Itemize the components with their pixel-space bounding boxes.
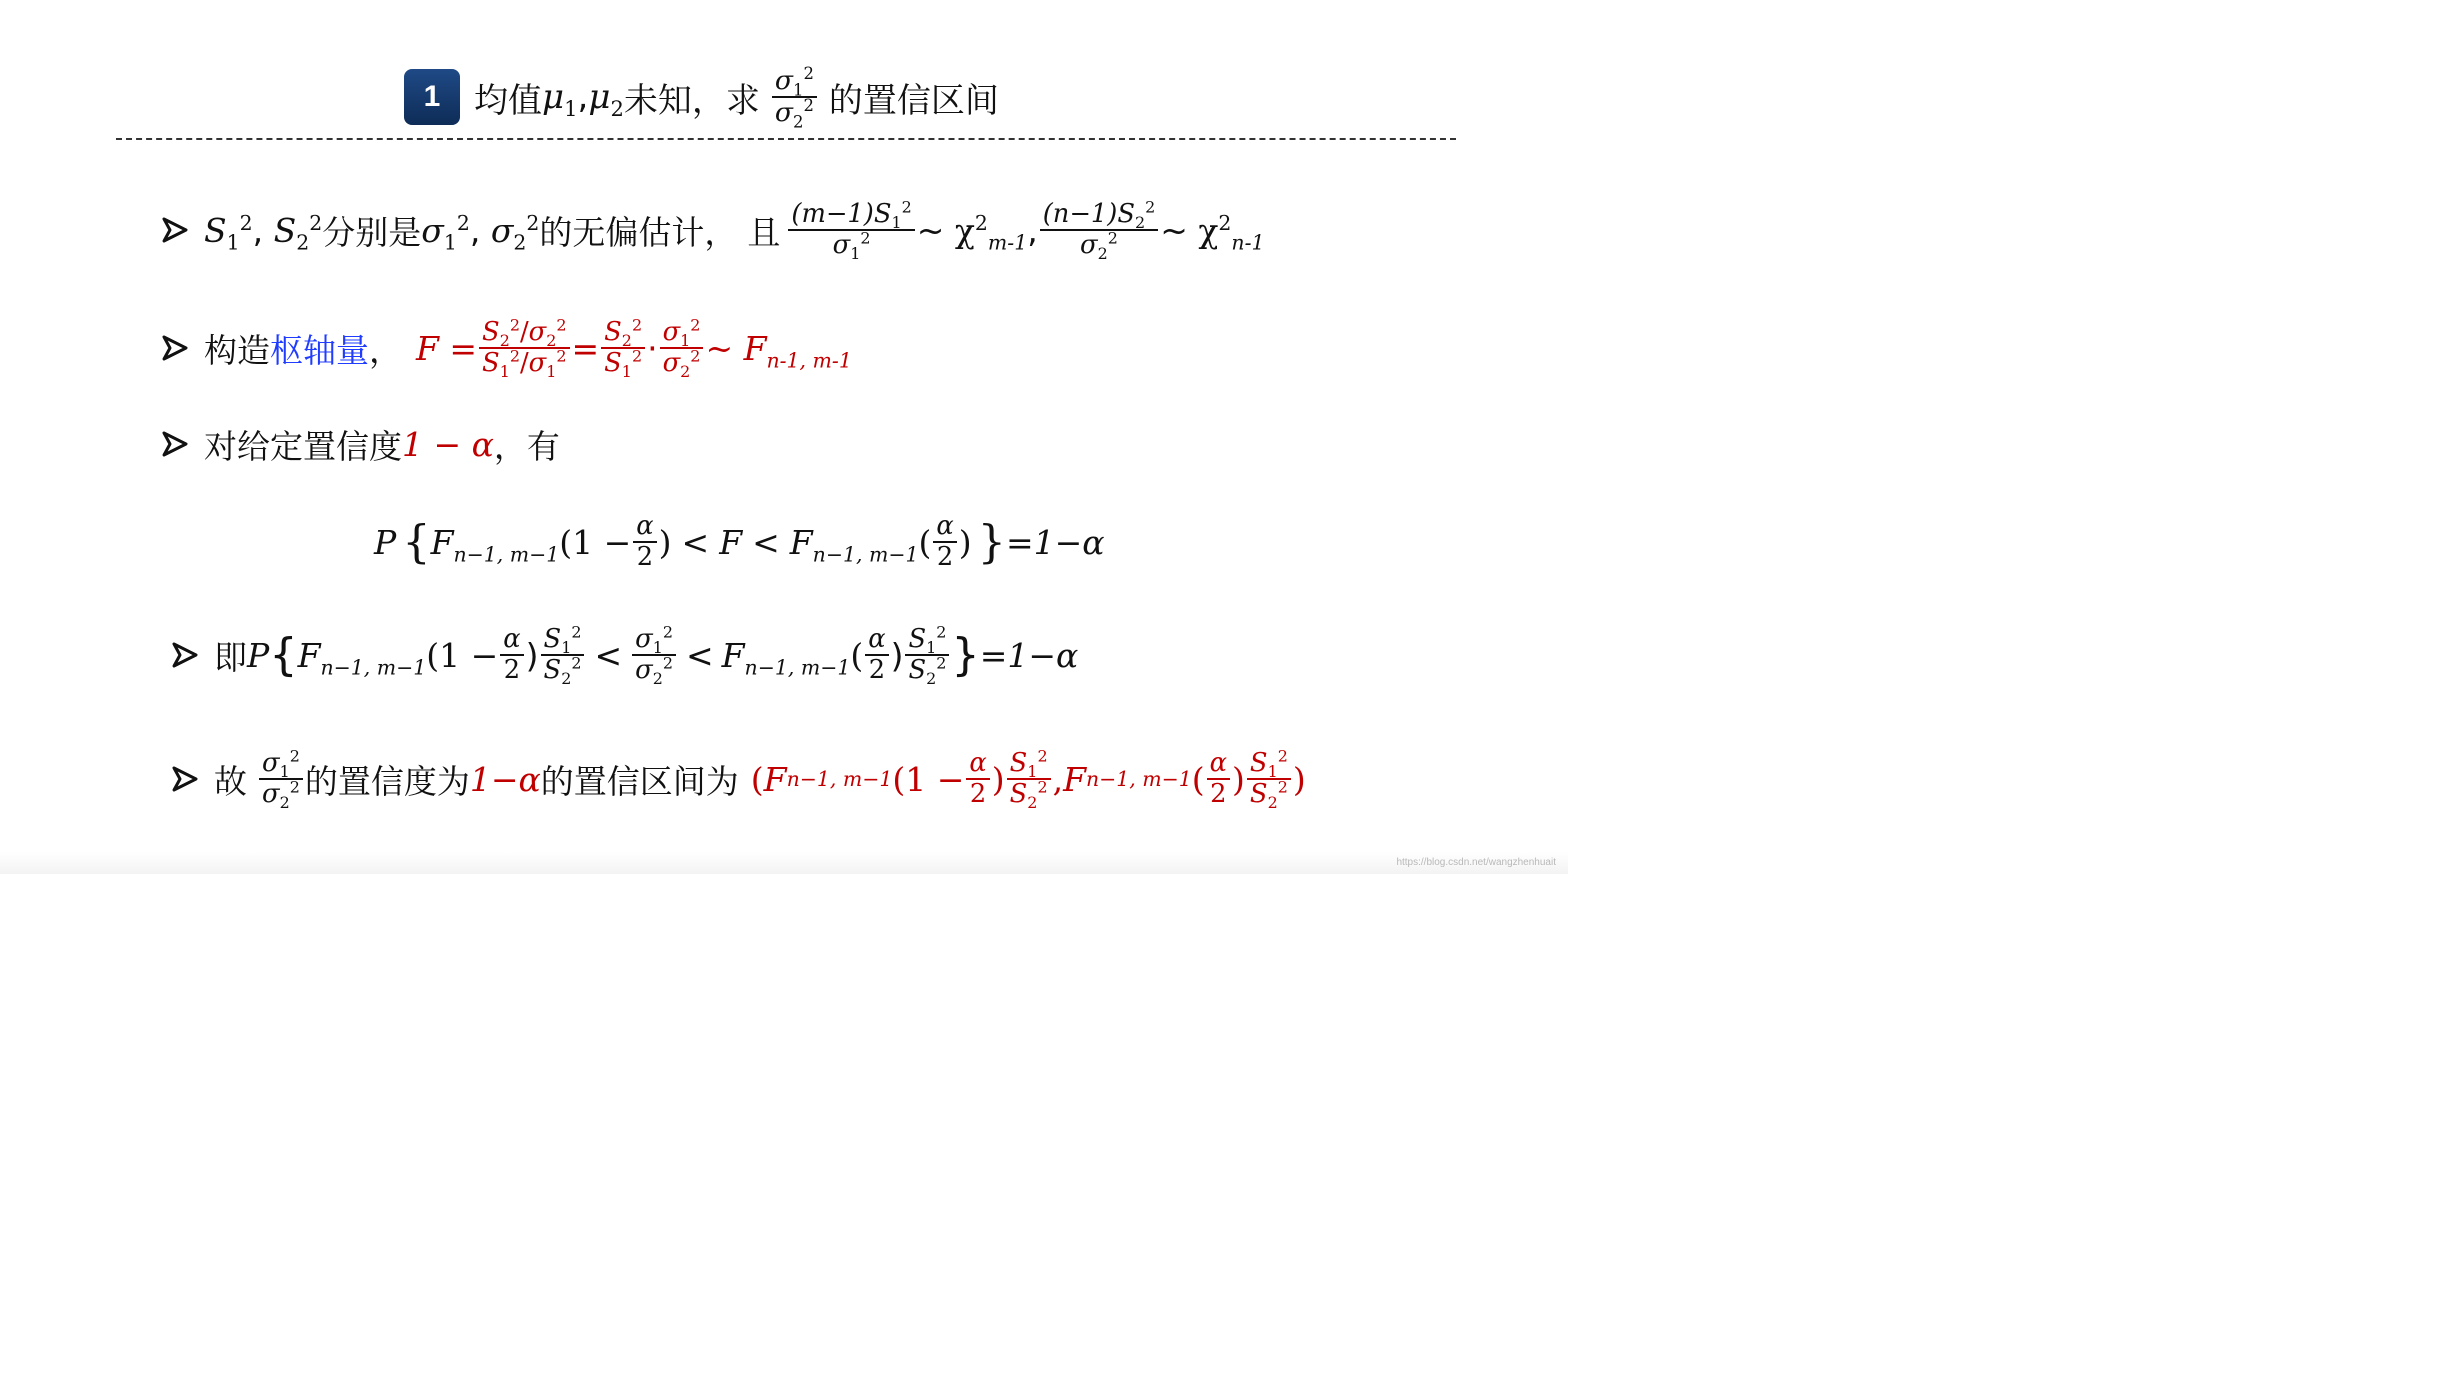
title-mu-1: $\mu_1$ [542, 77, 578, 121]
conclusion-confidence: 1−α [469, 759, 541, 799]
row3-suffix: ，有 [493, 426, 560, 466]
right-brace-2: } [951, 629, 980, 681]
row1-sep-3: , [1027, 210, 1038, 250]
arrow-bullet-icon [160, 333, 204, 363]
row2-comma: ， [369, 330, 402, 370]
bullet-row-3 [160, 418, 560, 470]
row6-gu: 故 [214, 761, 247, 801]
title-mid: 未知，求 [623, 80, 760, 121]
arrow-bullet-icon [160, 215, 204, 245]
f-stat-equals: = [571, 328, 600, 368]
lt-3: < [594, 635, 623, 675]
sample-ratio-2: $\frac{S_1^2}{S_2^2}$ [905, 626, 949, 684]
left-brace: { [402, 516, 431, 568]
close-paren: ) [525, 635, 539, 675]
row1-sep-1: , [252, 210, 264, 250]
close-paren: ) [658, 522, 672, 562]
close-paren: ) [958, 522, 972, 562]
row2-text: 构造 [204, 330, 270, 370]
sigma2-squared: $\sigma_2^2$ [490, 210, 540, 255]
s2-squared: $S_2^2$ [273, 210, 323, 255]
sample-variance-ratio: $\frac{S_2^2}{S_1^2}$ [601, 319, 645, 377]
prob-rhs-2: =1−α [979, 635, 1079, 675]
bullet-row-2 [160, 306, 852, 390]
title-comma: , [577, 77, 589, 117]
title-prefix: 均值 [474, 80, 542, 121]
left-brace-2: { [269, 629, 298, 681]
arrow-bullet-icon [170, 640, 214, 670]
alpha-half-2: $\frac{\alpha}{2}$ [933, 513, 956, 571]
lt-2: < [752, 522, 780, 562]
bullet-row-1 [160, 190, 1264, 270]
f-equals: F = [416, 328, 478, 368]
arrow-bullet-icon [170, 764, 214, 794]
conclusion-variance-ratio: $\frac{\sigma_1^2}{\sigma_2^2}$ [259, 750, 303, 808]
pivot-quantity: 枢轴量 [270, 330, 369, 370]
variance-ratio-mid: $\frac{\sigma_1^2}{\sigma_2^2}$ [632, 626, 676, 684]
alpha-half-4: $\frac{\alpha}{2}$ [865, 626, 888, 684]
title-mu-2: $\mu_2$ [588, 77, 624, 121]
chi-square-fraction-m: $\frac{(m-1)S_1^2}{\sigma_1^2}$ [788, 201, 914, 259]
right-brace: } [977, 516, 1006, 568]
prob-rhs: =1−α [1005, 522, 1105, 562]
alpha-half-1: $\frac{\alpha}{2}$ [633, 513, 656, 571]
row3-text: 对给定置信度 [204, 426, 402, 466]
upper-f-quantile: $F_{n-1, m-1}$( [789, 522, 932, 567]
population-variance-ratio: $\frac{\sigma_1^2}{\sigma_2^2}$ [660, 319, 704, 377]
alpha-half-3: $\frac{\alpha}{2}$ [500, 626, 523, 684]
row1-text-1: 分别是 [322, 212, 422, 252]
lt-1: < [681, 522, 710, 562]
lower-f-quantile-2: $F_{n-1, m-1}(1$ − [297, 635, 499, 680]
title-variance-ratio: $\frac{\sigma_1^2}{\sigma_2^2}$ [772, 67, 817, 127]
prob-p: P [374, 522, 397, 562]
dot-operator: · [647, 328, 658, 368]
lt-4: < [685, 635, 714, 675]
chi-square-n: $\chi^2_{n-1}$ [1198, 210, 1265, 255]
f-distribution: ~ $F_{n-1, m-1}$ [705, 328, 852, 373]
bullet-row-6 [170, 734, 1306, 824]
s1-squared: $S_1^2$ [204, 210, 253, 255]
title-divider [116, 138, 1456, 140]
footer-bar [0, 852, 1568, 874]
arrow-bullet-icon [160, 429, 204, 459]
lower-f-quantile: $F_{n-1, m-1}(1$ − [430, 522, 632, 567]
row5-ji: 即 [214, 637, 247, 677]
probability-equation [374, 502, 1105, 582]
bullet-row-5 [170, 610, 1078, 700]
row6-text-1: 的置信度为 [304, 761, 470, 801]
tilde-1: ~ [916, 210, 945, 250]
f-middle: F [719, 522, 743, 562]
upper-f-quantile-2: $F_{n-1, m-1}$( [721, 635, 864, 680]
section-number-badge: 1 [404, 69, 460, 125]
slide-title [404, 52, 999, 142]
confidence-interval: ( F n−1, m−1 (1 − $\frac{\alpha}{2}$ ) $\frac{S_1^2}{S_2^2}$ , F n−1, m−1 ( $\frac{\alpha}{2}$ ) $\frac{S_1^2}{S_2^2}$ ) [750, 746, 1306, 813]
confidence-level: 1 − α [402, 424, 494, 464]
chi-square-fraction-n: $\frac{(n-1)S_2^2}{\sigma_2^2}$ [1040, 201, 1159, 259]
close-paren: ) [890, 635, 904, 675]
row1-text-2: 的无偏估计， [539, 212, 738, 252]
row6-text-2: 的置信区间为 [540, 761, 739, 801]
row1-qie: 且 [747, 212, 781, 252]
sample-ratio-1: $\frac{S_1^2}{S_2^2}$ [541, 626, 585, 684]
sigma1-squared: $\sigma_1^2$ [421, 210, 470, 255]
f-stat-fraction: $\frac{S_2^2/\sigma_2^2}{S_1^2/\sigma_1^2}$ [479, 319, 569, 377]
watermark: https://blog.csdn.net/wangzhenhuait [1396, 857, 1556, 868]
chi-square-m: $\chi^2_{m-1}$ [954, 210, 1028, 255]
prob-p-2: P [247, 635, 270, 675]
row1-sep-2: , [469, 210, 481, 250]
tilde-2: ~ [1160, 210, 1188, 250]
title-suffix: 的置信区间 [828, 80, 999, 121]
